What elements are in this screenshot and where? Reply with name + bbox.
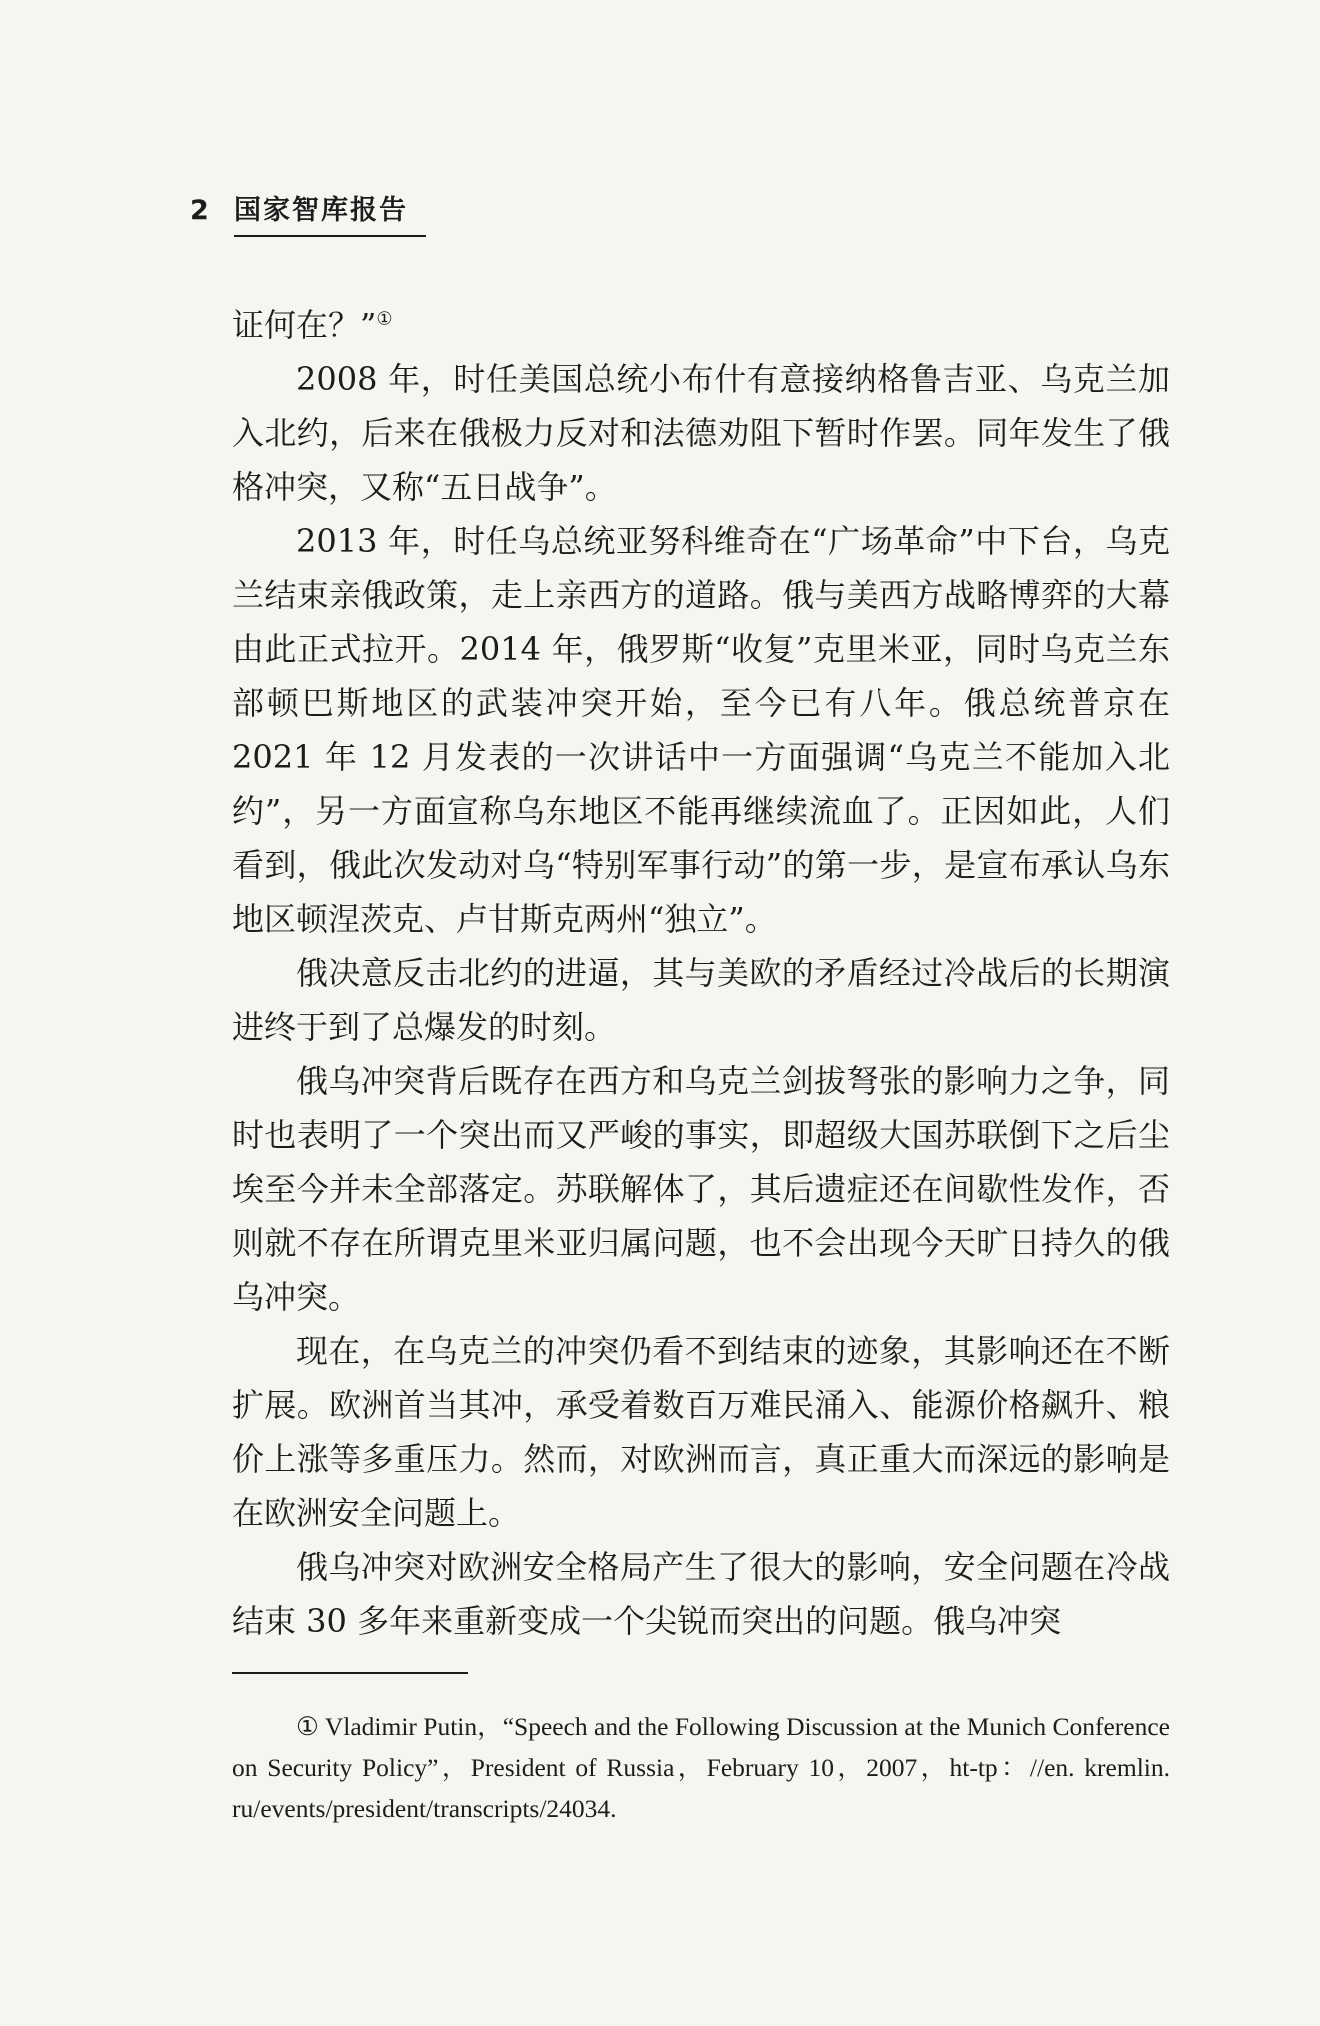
- paragraph: 2013 年，时任乌总统亚努科维奇在“广场革命”中下台，乌克兰结束亲俄政策，走上亲西方的道路。俄与美西方战略博弈的大幕由此正式拉开。2014 年，俄罗斯“收复”克里米亚，同时乌克兰东部顿巴斯地区的武装冲突开始，至今已有八年。俄总统普京在 2021 年 12 月发表的一次讲话中一方面强调“乌克兰不能加入北约”，另一方面宣称乌东地区不能再继续流血了。正因如此，人们看到，俄此次发动对乌“特别军事行动”的第一步，是宣布承认乌东地区顿涅茨克、卢甘斯克两州“独立”。: [232, 522, 1170, 938]
- body-text: [232, 298, 1170, 1648]
- paragraph: 2008 年，时任美国总统小布什有意接纳格鲁吉亚、乌克兰加入北约，后来在俄极力反对和法德劝阻下暂时作罢。同年发生了俄格冲突，又称“五日战争”。: [232, 360, 1170, 506]
- page-number: 2: [190, 195, 209, 226]
- paragraph: 现在，在乌克兰的冲突仍看不到结束的迹象，其影响还在不断扩展。欧洲首当其冲，承受着数百万难民涌入、能源价格飙升、粮价上涨等多重压力。然而，对欧洲而言，真正重大而深远的影响是在欧洲安全问题上。: [232, 1332, 1170, 1532]
- book-title: 国家智库报告: [234, 188, 426, 237]
- footnote-divider: [232, 1672, 468, 1674]
- footnote-reference[interactable]: ①: [376, 308, 393, 330]
- paragraph: 俄乌冲突背后既存在西方和乌克兰剑拔弩张的影响力之争，同时也表明了一个突出而又严峻的事实，即超级大国苏联倒下之后尘埃至今并未全部落定。苏联解体了，其后遗症还在间歇性发作，否则就不存在所谓克里米亚归属问题，也不会出现今天旷日持久的俄乌冲突。: [232, 1062, 1170, 1316]
- paragraph: 俄决意反击北约的进逼，其与美欧的矛盾经过冷战后的长期演进终于到了总爆发的时刻。: [232, 954, 1170, 1046]
- running-head: [190, 188, 426, 237]
- paragraph-text: 证何在？”: [232, 306, 377, 344]
- footnote-1: ① Vladimir Putin，“Speech and the Following Discussion at the Munich Conference on Security Policy”，President of Russia，February 10，2007，ht-tp：//en. kremlin. ru/events/president/transcripts/24034.: [232, 1712, 1170, 1823]
- paragraph: 俄乌冲突对欧洲安全格局产生了很大的影响，安全问题在冷战结束 30 多年来重新变成一个尖锐而突出的问题。俄乌冲突: [232, 1548, 1170, 1640]
- paragraph-continued: [232, 298, 1170, 352]
- footnotes: [232, 1706, 1170, 1829]
